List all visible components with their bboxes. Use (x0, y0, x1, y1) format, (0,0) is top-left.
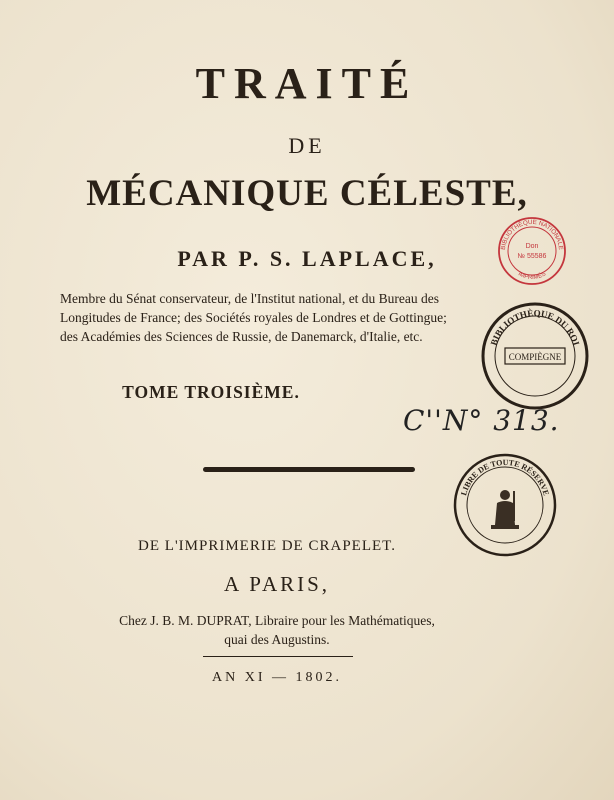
red-stamp-bottom-text: IMPRIMÉS (516, 271, 548, 282)
handwritten-shelfmark: C''N° 313. (403, 404, 560, 437)
city-line: A PARIS, (223, 572, 331, 596)
title-line-1: TRAITÉ (195, 59, 419, 108)
affiliation-line: Membre du Sénat conservateur, de l'Institut national, et du Bureau des (60, 291, 440, 306)
svg-text:IMPRIMÉS (517, 271, 547, 281)
affiliation-block (60, 289, 515, 346)
date-line: AN XI — 1802. (212, 670, 342, 685)
red-stamp-number: № 55586 (517, 253, 547, 260)
publisher-line: Chez J. B. M. DUPRAT, Libraire pour les Mathématiques, (119, 613, 435, 628)
black-stamp-label: COMPIÈGNE (508, 352, 562, 362)
thin-rule (203, 656, 353, 657)
affiliation-line: Longitudes de France; des Sociétés royales de Londres et de Gottingue; (60, 310, 447, 325)
red-stamp-label: Don (525, 243, 539, 250)
title-line-2: DE (288, 133, 326, 158)
affiliation-line: des Académies des Sciences de Russie, de Danemarck, d'Italie, etc. (60, 329, 423, 344)
title-line-3: MÉCANIQUE CÉLESTE, (86, 173, 528, 214)
seal-figure-icon (491, 490, 519, 529)
publisher-block (0, 611, 584, 649)
seal-stamp (451, 451, 559, 559)
printer-line: DE L'IMPRIMERIE DE CRAPELET. (138, 538, 396, 554)
volume-title: TOME TROISIÈME. (122, 382, 300, 402)
black-stamp-arc-text: BIBLIOTHÈQUE DU ROI (488, 307, 582, 347)
author-line: PAR P. S. LAPLACE, (177, 246, 437, 271)
red-stamp-arc-text: BIBLIOTHÈQUE NATIONALE (499, 218, 565, 251)
red-library-stamp (497, 216, 567, 286)
seal-arc-text: LIBRE DE TOUTE RÉSERVE (459, 457, 551, 497)
ornamental-rule (203, 467, 415, 472)
black-library-stamp (479, 300, 591, 412)
publisher-line: quai des Augustins. (224, 632, 330, 647)
